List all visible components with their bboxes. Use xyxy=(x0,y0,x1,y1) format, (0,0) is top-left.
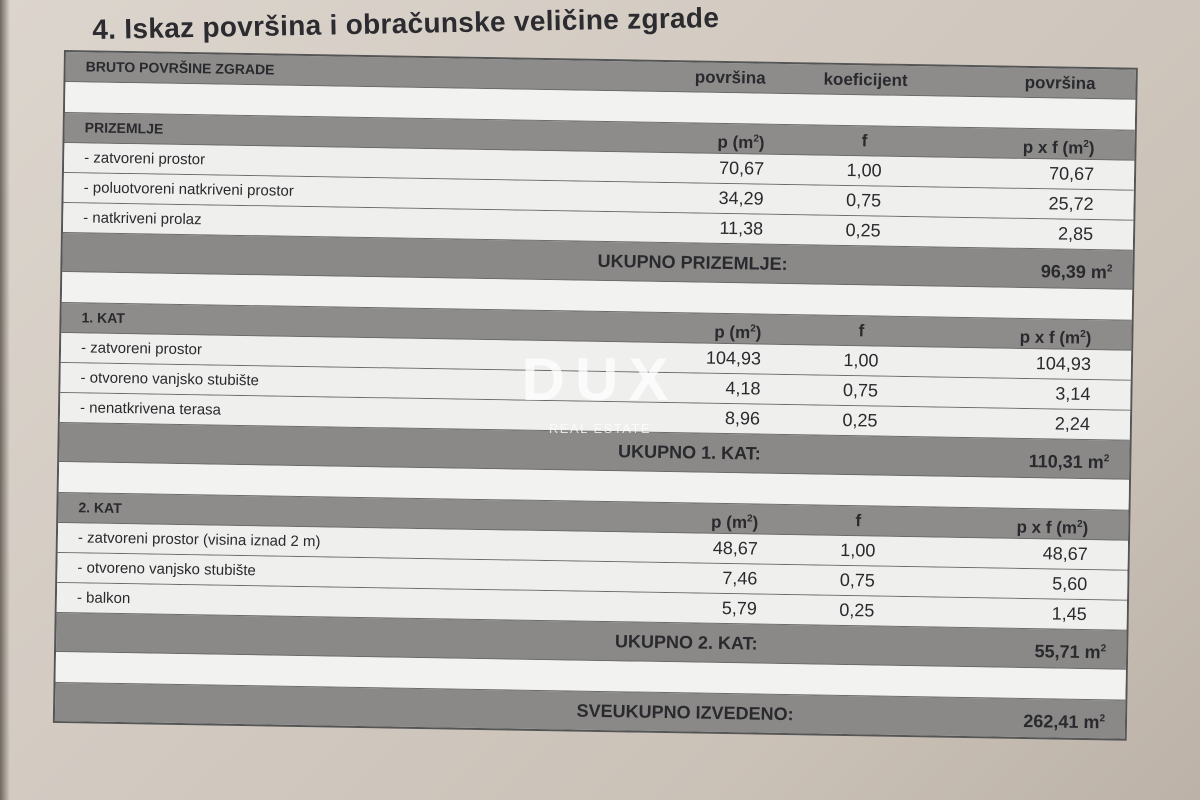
row-f: 1,00 xyxy=(846,159,882,181)
row-f: 1,00 xyxy=(840,539,876,561)
row-pf: 1,45 xyxy=(1051,603,1087,625)
row-f: 0,75 xyxy=(845,189,882,211)
col-head-pf: p x f $(m^2)$ xyxy=(1022,137,1095,158)
row-label: - natkriveni prolaz xyxy=(83,209,202,229)
row-label: - zatvoreni prostor (visina iznad 2 m) xyxy=(77,529,321,551)
row-f: 0,75 xyxy=(839,569,875,591)
row-pf: 3,14 xyxy=(1055,383,1091,405)
row-f: 0,25 xyxy=(842,409,878,431)
row-label: - nenatkrivena terasa xyxy=(79,399,222,419)
row-pf: 104,93 xyxy=(1035,353,1092,375)
section-total-label: UKUPNO 2. KAT: xyxy=(614,631,758,654)
row-p: 4,18 xyxy=(725,378,761,399)
row-p: 11,38 xyxy=(719,217,764,239)
header-col-area-weighted: površina xyxy=(1024,72,1096,94)
area-table xyxy=(53,50,1138,741)
row-label: - balkon xyxy=(76,589,131,608)
section-name: 1. KAT xyxy=(81,309,126,327)
col-head-p: p $(m^2)$ xyxy=(710,512,759,533)
col-head-pf: p x f $(m^2)$ xyxy=(1019,327,1092,348)
watermark-subtitle: REAL ESTATE xyxy=(548,421,652,436)
row-p: 5,79 xyxy=(721,597,758,619)
row-pf: 2,24 xyxy=(1054,413,1091,435)
section-name: PRIZEMLJE xyxy=(84,119,164,137)
row-f: 0,25 xyxy=(839,599,875,621)
section-total-value: 110,31 $m^2$ xyxy=(1028,451,1110,473)
section-total-value: 55,71 $m^2$ xyxy=(1034,641,1107,663)
grand-total-label: SVEUKUPNO IZVEDENO: xyxy=(576,700,794,725)
row-p: 104,93 xyxy=(705,347,762,369)
document-title: 4. Iskaz površina i obračunske veličine zgrade xyxy=(92,1,720,45)
row-label: - poluotvoreni natkriveni prostor xyxy=(83,179,294,200)
header-col-coefficient: koeficijent xyxy=(823,69,908,90)
row-p: 34,29 xyxy=(718,187,764,209)
col-head-f: f xyxy=(861,131,868,151)
row-p: 7,46 xyxy=(722,567,758,589)
col-head-p: p $(m^2)$ xyxy=(717,132,765,153)
grand-total-value: 262,41 $m^2$ xyxy=(1023,711,1106,733)
row-pf: 25,72 xyxy=(1048,193,1094,215)
section-total-label: UKUPNO 1. KAT: xyxy=(617,441,761,464)
row-f: 0,75 xyxy=(842,379,879,401)
row-f: 0,25 xyxy=(845,219,881,241)
row-pf: 2,85 xyxy=(1057,223,1094,245)
header-label: BRUTO POVRŠINE ZGRADE xyxy=(85,58,275,78)
row-pf: 5,60 xyxy=(1052,573,1088,595)
row-pf: 48,67 xyxy=(1042,543,1088,565)
row-pf: 70,67 xyxy=(1048,163,1095,185)
section-total-value: 96,39 $m^2$ xyxy=(1040,261,1113,283)
section-name: 2. KAT xyxy=(78,499,122,517)
row-f: 1,00 xyxy=(843,349,879,371)
col-head-pf: p x f $(m^2)$ xyxy=(1016,517,1089,538)
row-label: - zatvoreni prostor xyxy=(80,339,203,359)
header-col-area: površina xyxy=(694,67,766,88)
section-total-label: UKUPNO PRIZEMLJE: xyxy=(597,250,788,275)
col-head-f: f xyxy=(858,321,865,341)
row-label: - otvoreno vanjsko stubište xyxy=(77,559,256,580)
row-p: 8,96 xyxy=(724,408,761,429)
watermark-logo: DUX xyxy=(521,346,679,413)
row-label: - zatvoreni prostor xyxy=(84,149,206,169)
row-p: 70,67 xyxy=(718,157,765,179)
col-head-f: f xyxy=(855,511,862,531)
col-head-p: p $(m^2)$ xyxy=(714,322,762,343)
row-p: 48,67 xyxy=(712,537,758,559)
binding-shadow xyxy=(0,0,10,800)
row-label: - otvoreno vanjsko stubište xyxy=(80,369,260,390)
